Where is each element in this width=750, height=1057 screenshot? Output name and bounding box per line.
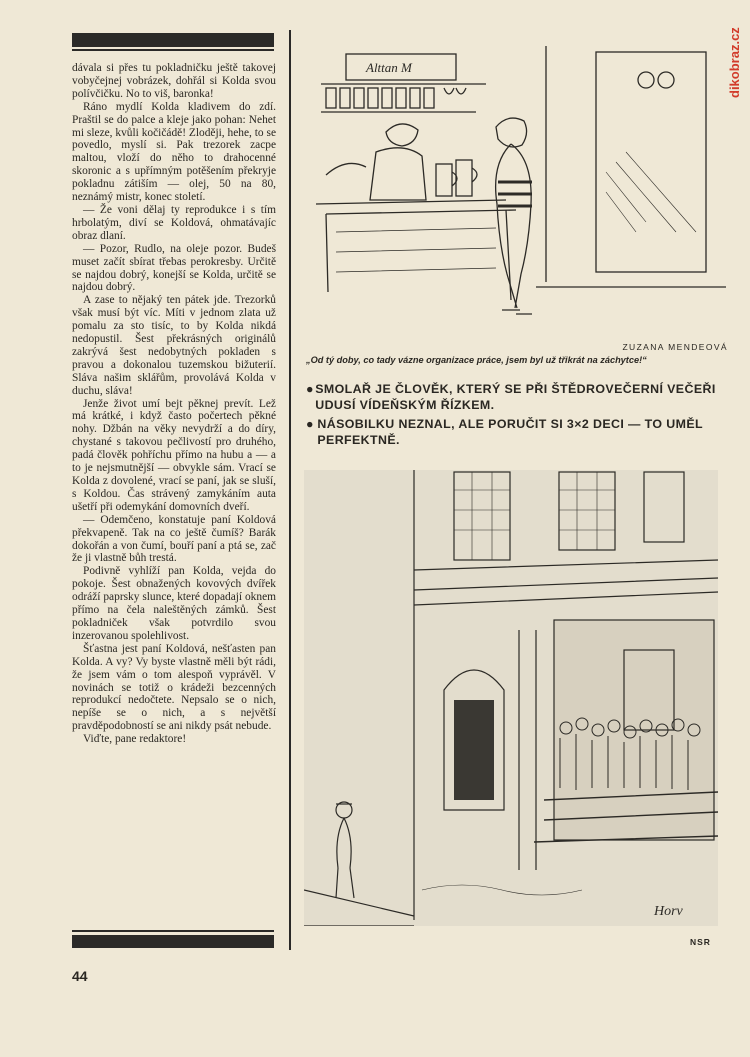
watermark: dikobraz.cz (727, 27, 742, 98)
column-divider (289, 30, 291, 950)
cartoon-bar-scene (306, 32, 728, 328)
article-paragraph: Jenže život umí bejt pěknej prevít. Lež má krátké, i když často počertech pěkné nohy. Džbán na věky nevydrží a do díry, chystané s takovou pečlivostí pro druhého, padá člověk pohříchu přímo na hubu a — a to je nejsmutnější — obvykle sám. Vrací se Kolda z dovolené, vrací se paní, jak se sluší, s Koldou. Čas strávený zamykáním auta ušetří při odemykání domovních dveří. (72, 397, 276, 513)
bullet-icon: ● (306, 417, 314, 431)
article-paragraph: Ráno mydlí Kolda kladivem do zdí. Praštil se do palce a kleje jako pohan: Nehet mi sleze, kvůli kočičádě! Zloději, hehe, to se povedlo, myslí si. Pak trezorek zacpe maltou, vloží do něho to drahocenné skoronic a s upřímným potěšením překryje pokladnu zátiším — olej, 50 na 80, neznámý mistr, konec století. (72, 100, 276, 204)
article-paragraph: Podivně vyhlíží pan Kolda, vejda do pokoje. Šest obnažených kovových dvířek odráží paprsky slunce, které dopadají oknem přímo na čela naleštěných zámků. Šest pokladniček však potvrdilo svou inzerovanou spolehlivost. (72, 565, 276, 642)
page-number: 44 (72, 968, 88, 984)
bar-sign-text: Alttan M (366, 60, 412, 75)
cartoon1-caption: „Od tý doby, co tady vázne organizace práce, jsem byl už třikrát na záchytce!“ (306, 355, 647, 365)
cartoon2-credit: NSR (690, 937, 711, 947)
joke-item (306, 381, 730, 413)
jokes-list (306, 381, 730, 451)
article-paragraph: Šťastna jest paní Koldová, nešťasten pan Kolda. A vy? Vy byste vlastně měli být rádi, že jsem vám o tom alespoň vyprávěl. V novinách se totiž o krádeži bezcenných reprodukcí nedočtete. Nepsalo se o nich, nepíše se o nich, a s největší pravděpodobností se ani nikdy psát nebude. (72, 642, 276, 733)
bullet-icon: ● (306, 382, 314, 396)
article-paragraph: dávala si přes tu pokladničku ještě takovej vobyčejnej vobrázek, dohřál si Kolda svou polívčičku. No to viš, baronka! (72, 62, 276, 100)
cartoon-building-crowd (304, 470, 718, 926)
article-paragraph: — Pozor, Rudlo, na oleje pozor. Budeš muset začít sbírat třebas perokresby. Určitě se najdou dobrý, konejší se Kolda, určitě se najdou dobrý. (72, 242, 276, 294)
article-paragraph: — Že voni dělaj ty reprodukce i s tím hrbolatým, diví se Koldová, ohmatávajíc obraz dlaní. (72, 203, 276, 242)
cartoon1-credit: ZUZANA MENDEOVÁ (622, 342, 728, 352)
top-bar-thin (72, 49, 274, 51)
bottom-bar-thin (72, 930, 274, 932)
article-paragraph: Viďte, pane redaktore! (83, 733, 187, 746)
joke-item (306, 416, 730, 448)
article-paragraph: A zase to nějaký ten pátek jde. Trezorků však musí být víc. Míti v jednom zlata už pomalu za sto tisíc, to by Kolda nikdá nedopustil. Šest překrásných originálů zakrývá šest nedobytných pokladen s pravou a dokonalou tuzemskou bižuterií. Sláva našim sklářům, provolává Kolda v duchu, sláva! (72, 294, 276, 397)
article-paragraph: — Odemčeno, konstatuje paní Koldová překvapeně. Tak na co ještě čumíš? Barák dokořán a von čumí, bouří paní a ptá se, zač že ji vlastně bůh trestá. (72, 513, 276, 565)
cartoon2-signature: Horv (654, 904, 683, 919)
bottom-bar (72, 935, 274, 948)
joke-text: SMOLAŘ JE ČLOVĚK, KTERÝ SE PŘI ŠTĚDROVEČERNÍ VEČEŘI UDUSÍ VÍDEŇSKÝM ŘÍZKEM. (315, 382, 716, 412)
joke-text: NÁSOBILKU NEZNAL, ALE PORUČIT SI 3×2 DECI — TO UMĚL PERFEKTNĚ. (317, 417, 703, 447)
top-bar (72, 33, 274, 47)
article-column (72, 62, 276, 746)
